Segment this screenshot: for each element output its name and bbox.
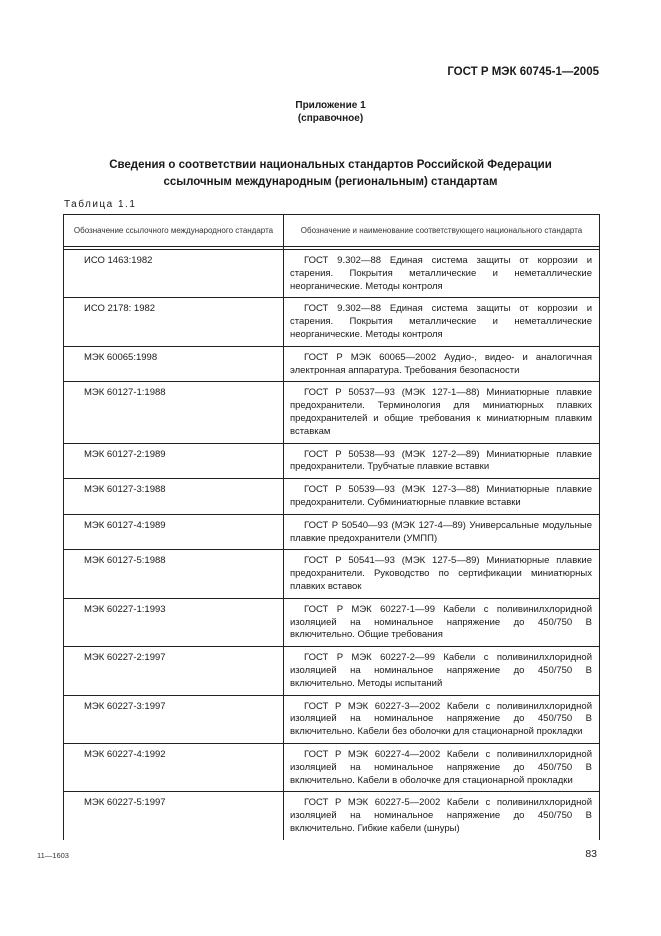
reference-standard-cell: МЭК 60127-2:1989 <box>64 443 284 479</box>
table-row <box>64 443 600 479</box>
reference-standard-cell: ИСО 1463:1982 <box>64 250 284 298</box>
section-title-line2: ссылочным международным (региональным) стандартам <box>163 176 498 188</box>
reference-standard-cell: МЭК 60227-3:1997 <box>64 695 284 743</box>
national-standard-cell: ГОСТ Р МЭК 60227-3—2002 Кабели с поливинилхлоридной изоляцией на номинальное напряжение до 450/750 В включительно. Кабели без оболочки для стационарной прокладки <box>284 695 600 743</box>
national-standard-cell: ГОСТ Р МЭК 60227-4—2002 Кабели с поливинилхлоридной изоляцией на номинальное напряжение до 450/750 В включительно. Кабели в оболочке для стационарной прокладки <box>284 743 600 791</box>
column-header-reference: Обозначение ссылочного международного стандарта <box>64 215 284 247</box>
reference-standard-cell: МЭК 60227-1:1993 <box>64 598 284 646</box>
table-row <box>64 479 600 515</box>
table-row <box>64 792 600 840</box>
reference-standard-cell: МЭК 60127-1:1988 <box>64 382 284 443</box>
reference-standard-cell: МЭК 60065:1998 <box>64 346 284 382</box>
national-standard-cell: ГОСТ 9.302—88 Единая система защиты от коррозии и старения. Покрытия металлические и неметаллические неорганические. Методы контроля <box>284 250 600 298</box>
table-row <box>64 695 600 743</box>
table-row <box>64 743 600 791</box>
appendix-title: Приложение 1 <box>295 100 366 111</box>
standard-designation: ГОСТ Р МЭК 60745-1—2005 <box>447 66 599 78</box>
table-row <box>64 550 600 598</box>
reference-standard-cell: МЭК 60127-4:1989 <box>64 514 284 550</box>
reference-standard-cell: МЭК 60127-3:1988 <box>64 479 284 515</box>
table-body <box>64 247 600 840</box>
table-row <box>64 298 600 346</box>
reference-standard-cell: МЭК 60227-5:1997 <box>64 792 284 840</box>
table-row <box>64 382 600 443</box>
reference-standard-cell: МЭК 60227-4:1992 <box>64 743 284 791</box>
reference-standard-cell: МЭК 60227-2:1997 <box>64 647 284 695</box>
table-header-row <box>64 215 600 247</box>
table-row <box>64 514 600 550</box>
national-standard-cell: ГОСТ Р 50538—93 (МЭК 127-2—89) Миниатюрные плавкие предохранители. Трубчатые плавкие вставки <box>284 443 600 479</box>
national-standard-cell: ГОСТ Р МЭК 60227-2—99 Кабели с поливинилхлоридной изоляцией на номинальное напряжение до 450/750 В включительно. Методы испытаний <box>284 647 600 695</box>
national-standard-cell: ГОСТ Р МЭК 60065—2002 Аудио-, видео- и аналогичная электронная аппаратура. Требования безопасности <box>284 346 600 382</box>
appendix-subtitle: (справочное) <box>297 113 364 124</box>
national-standard-cell: ГОСТ Р 50537—93 (МЭК 127-1—88) Миниатюрные плавкие предохранители. Терминология для миниатюрных плавких предохранителей и общие требования к миниатюрным плавким вставкам <box>284 382 600 443</box>
table-row <box>64 647 600 695</box>
table-label: Таблица 1.1 <box>64 199 137 210</box>
national-standard-cell: ГОСТ 9.302—88 Единая система защиты от коррозии и старения. Покрытия металлические и неметаллические неорганические. Методы контроля <box>284 298 600 346</box>
national-standard-cell: ГОСТ Р МЭК 60227-1—99 Кабели с поливинилхлоридной изоляцией на номинальное напряжение до 450/750 В включительно. Общие требования <box>284 598 600 646</box>
print-code: 11—1603 <box>37 851 69 860</box>
column-header-national: Обозначение и наименование соответствующего национального стандарта <box>284 215 600 247</box>
national-standard-cell: ГОСТ Р 50541—93 (МЭК 127-5—89) Миниатюрные плавкие предохранители. Руководство по сертификации миниатюрных плавких вставок <box>284 550 600 598</box>
table-row <box>64 598 600 646</box>
reference-standard-cell: ИСО 2178: 1982 <box>64 298 284 346</box>
national-standard-cell: ГОСТ Р 50539—93 (МЭК 127-3—88) Миниатюрные плавкие предохранители. Субминиатюрные плавкие вставки <box>284 479 600 515</box>
national-standard-cell: ГОСТ Р 50540—93 (МЭК 127-4—89) Универсальные модульные плавкие предохранители (УМПП) <box>284 514 600 550</box>
page-number: 83 <box>585 848 597 860</box>
national-standard-cell: ГОСТ Р МЭК 60227-5—2002 Кабели с поливинилхлоридной изоляцией на номинальное напряжение до 450/750 В включительно. Гибкие кабели (шнуры) <box>284 792 600 840</box>
correspondence-table <box>63 214 600 840</box>
section-title-line1: Сведения о соответствии национальных стандартов Российской Федерации <box>109 159 552 171</box>
reference-standard-cell: МЭК 60127-5:1988 <box>64 550 284 598</box>
table-row <box>64 346 600 382</box>
table-row <box>64 250 600 298</box>
